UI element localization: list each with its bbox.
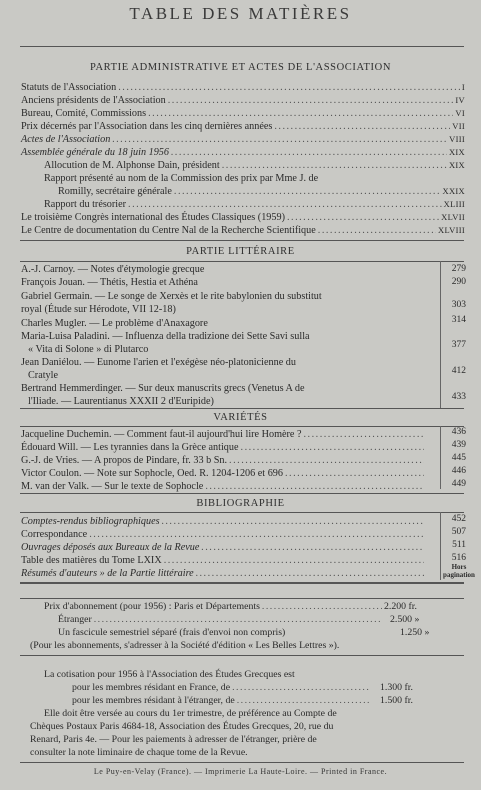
lit-page: 303 <box>451 300 466 310</box>
section-heading-litteraire: PARTIE LITTÉRAIRE <box>186 246 295 257</box>
entry-page: 449 <box>451 479 466 489</box>
subscription-price: 2.200 fr. <box>384 601 417 612</box>
entry-page: XLVII <box>441 212 465 222</box>
entry-text: Assemblée générale du 18 juin 1956 <box>21 147 169 158</box>
divider <box>20 762 464 763</box>
entry-text: Comptes-rendus bibliographiques <box>21 516 160 527</box>
divider <box>20 512 464 513</box>
subscription-label: Prix d'abonnement (pour 1956) : Paris et Départements <box>44 601 260 612</box>
entry-page: 436 <box>451 427 466 437</box>
lit-line: Maria-Luisa Paladini. — Influenza della tradizione dei Sette Savi sulla <box>21 331 310 342</box>
membership-line: Renard, Paris 4e. — Pour les paiements à adresser de l'étranger, prière de <box>30 734 317 745</box>
lit-page: 433 <box>451 392 466 402</box>
subscription-price: 2.500 » <box>390 614 420 625</box>
lit-line: Gabriel Germain. — Le songe de Xerxès et le rite babylonien du substitut <box>21 291 322 302</box>
entry-page: 439 <box>451 440 466 450</box>
entry-text: Statuts de l'Association <box>21 82 117 93</box>
printer-footer: Le Puy-en-Velay (France). — Imprimerie La Haute-Loire. — Printed in France. <box>93 767 388 776</box>
toc-entry <box>21 121 465 132</box>
toc-entry <box>21 542 426 553</box>
section-heading-varietes: VARIÉTÉS <box>213 412 268 423</box>
entry-text: Résumés d'auteurs » de la Partie littéraire <box>21 568 194 579</box>
entry-text: G.-J. de Vries. — A propos de Pindare, fr. 33 b Sn. <box>21 455 228 466</box>
lit-line: A.-J. Carnoy. — Notes d'étymologie grecque <box>21 264 205 275</box>
toc-entry <box>21 147 465 158</box>
entry-page: 516 <box>451 553 466 563</box>
entry-page: VIII <box>449 134 465 144</box>
lit-line: Jean Daniélou. — Eunome l'arien et l'exégèse néo-platonicienne du <box>21 357 296 368</box>
entry-page: XIX <box>448 160 465 170</box>
entry-text: Édouard Will. — Les tyrannies dans la Grèce antique <box>21 442 239 453</box>
entry-page: IV <box>455 95 465 105</box>
entry-page: 446 <box>451 466 466 476</box>
membership-price: 1.300 fr. <box>380 682 413 693</box>
toc-entry <box>44 160 465 171</box>
membership-line: La cotisation pour 1956 à l'Association des Études Grecques est <box>44 669 295 680</box>
entry-text: Correspondance <box>21 529 88 540</box>
entry-page: 445 <box>451 453 466 463</box>
toc-entry <box>21 468 426 479</box>
entry-text: M. van der Valk. — Sur le texte de Sophocle <box>21 481 204 492</box>
box-bottom-rule <box>20 655 464 656</box>
toc-entry <box>21 516 426 527</box>
toc-entry <box>21 108 465 119</box>
entry-text: Bureau, Comité, Commissions <box>21 108 147 119</box>
entry-page: XIX <box>448 147 465 157</box>
entry-text: Allocution de M. Alphonse Dain, président <box>44 160 220 171</box>
entry-page-hors-pagination: Hors pagination <box>443 563 475 579</box>
entry-text: Le Centre de documentation du Centre Nal de la Recherche Scientifique <box>21 225 316 236</box>
entry-page: XXIX <box>442 186 465 196</box>
divider <box>20 261 464 262</box>
divider <box>20 582 464 584</box>
membership-line: Chèques Postaux Paris 4684-18, Association des Études Grecques, 20, rue du <box>30 721 334 732</box>
entry-text: Table des matières du Tome LXIX <box>21 555 162 566</box>
subscription-line <box>44 601 384 612</box>
subscription-line <box>58 614 384 625</box>
lit-line: Bertrand Hemmerdinger. — Sur deux manuscrits grecs (Venetus A de <box>21 383 305 394</box>
entry-page: XLVIII <box>438 225 465 235</box>
toc-entry <box>21 82 465 93</box>
section-heading-admin: PARTIE ADMINISTRATIVE ET ACTES DE L'ASSOCIATION <box>89 62 391 73</box>
page-title: TABLE DES MATIÈRES <box>129 4 352 23</box>
lit-page: 279 <box>451 264 466 274</box>
entry-page: XLIII <box>443 199 465 209</box>
entry-text: Prix décernés par l'Association dans les cinq dernières années <box>21 121 273 132</box>
toc-entry <box>21 481 426 492</box>
lit-line: royal (Étude sur Hérodote, VII 12-18) <box>21 304 176 315</box>
subscription-price: 1.250 » <box>400 627 430 638</box>
divider <box>20 46 464 47</box>
lit-line: Cratyle <box>28 370 58 381</box>
entry-text: Anciens présidents de l'Association <box>21 95 166 106</box>
entry-page: 452 <box>451 514 466 524</box>
lit-page: 290 <box>451 277 466 287</box>
lit-page: 314 <box>451 315 466 325</box>
toc-entry <box>21 225 465 236</box>
toc-entry <box>21 568 426 579</box>
entry-page: 507 <box>451 527 466 537</box>
toc-entry <box>21 555 426 566</box>
toc-entry <box>21 212 465 223</box>
membership-label: pour les membres résidant en France, de <box>72 682 231 693</box>
membership-label: pour les membres résidant à l'étranger, de <box>72 695 235 706</box>
lit-page: 377 <box>451 340 466 350</box>
membership-line <box>72 682 372 693</box>
toc-entry <box>21 442 426 453</box>
entry-text: Le troisième Congrès international des Études Classiques (1959) <box>21 212 285 223</box>
toc-entry <box>21 529 426 540</box>
entry-text: Romilly, secrétaire générale <box>58 186 172 197</box>
entry-text: Actes de l'Association <box>21 134 111 145</box>
entry-page: I <box>461 82 465 92</box>
toc-entry <box>44 199 465 210</box>
toc-entry <box>21 134 465 145</box>
lit-page: 412 <box>451 366 466 376</box>
entry-text: Jacqueline Duchemin. — Comment faut-il aujourd'hui lire Homère ? <box>21 429 302 440</box>
membership-line: consulter la note liminaire de chaque tome de la Revue. <box>30 747 248 758</box>
entry-page: 511 <box>452 540 466 550</box>
section-heading-bibliographie: BIBLIOGRAPHIE <box>196 498 285 509</box>
entry-text: Rapport présenté au nom de la Commission des prix par Mme J. de <box>44 173 319 184</box>
subscription-note: (Pour les abonnements, s'adresser à la Société d'édition « Les Belles Lettres »). <box>30 640 340 651</box>
toc-entry <box>21 429 426 440</box>
subscription-label: Étranger <box>58 614 92 625</box>
entry-page: VII <box>452 121 465 131</box>
toc-entry <box>58 186 465 197</box>
divider <box>20 493 464 494</box>
box-top-rule <box>20 598 464 599</box>
entry-text: Rapport du trésorier <box>44 199 127 210</box>
membership-line <box>72 695 372 706</box>
toc-entry <box>21 95 465 106</box>
lit-line: Charles Mugler. — Le problème d'Anaxagore <box>21 318 208 329</box>
entry-text: Ouvrages déposés aux Bureaux de la Revue <box>21 542 200 553</box>
entry-page: VI <box>455 108 465 118</box>
divider <box>20 240 464 241</box>
divider <box>20 426 464 427</box>
membership-price: 1.500 fr. <box>380 695 413 706</box>
lit-line: François Jouan. — Thétis, Hestia et Athéna <box>21 277 198 288</box>
divider <box>20 408 464 409</box>
entry-text: Victor Coulon. — Note sur Sophocle, Oed. R. 1204-1206 et 696 <box>21 468 283 479</box>
toc-entry <box>21 455 426 466</box>
membership-line: Elle doit être versée au cours du 1er trimestre, de préférence au Compte de <box>44 708 337 719</box>
lit-line: « Vita di Solone » di Plutarco <box>28 344 149 355</box>
lit-line: l'Iliade. — Laurentianus XXXII 2 d'Euripide) <box>28 396 214 407</box>
subscription-label: Un fascicule semestriel séparé (frais d'envoi non compris) <box>58 627 286 638</box>
